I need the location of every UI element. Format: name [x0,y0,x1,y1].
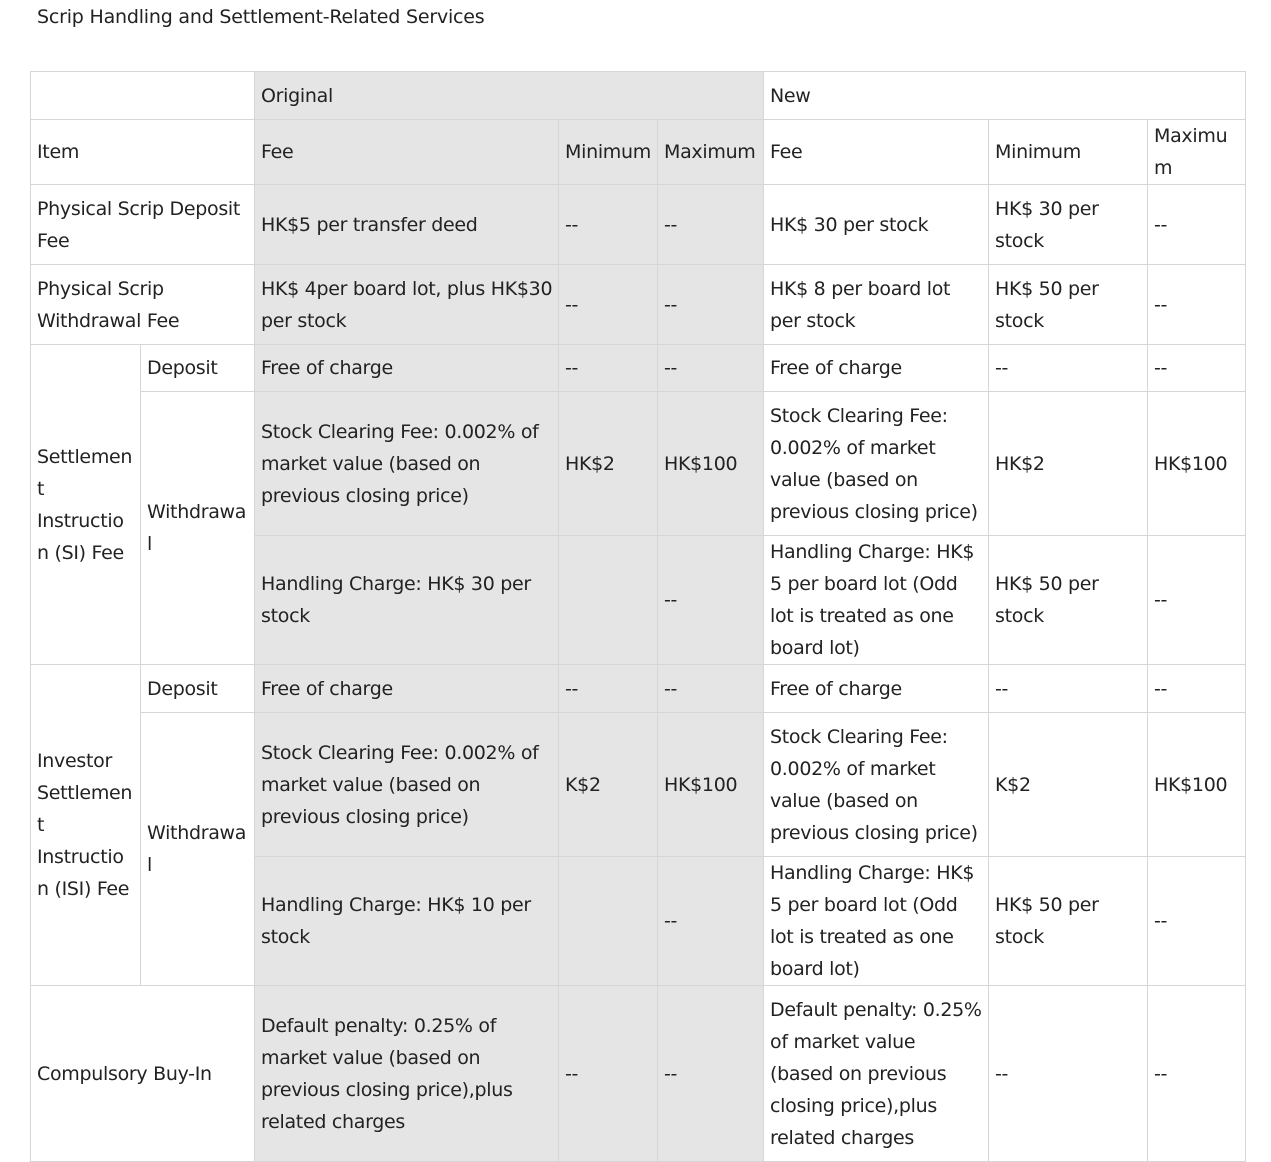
original-minimum-cell [559,536,658,665]
header-item: Item [31,120,255,185]
table-header-row [31,72,1246,120]
new-maximum-cell: -- [1148,536,1246,665]
page-title: Scrip Handling and Settlement-Related Services [37,6,485,28]
item-cell: Settlement Instruction (SI) Fee [31,345,141,665]
original-fee-cell: HK$ 4per board lot, plus HK$30 per stock [255,265,559,345]
sub-item-cell: Deposit [141,665,255,713]
header-original-maximum: Maximum [658,120,764,185]
new-maximum-cell: -- [1148,665,1246,713]
original-maximum-cell: -- [658,665,764,713]
sub-item-cell: Withdrawal [141,713,255,986]
new-fee-cell: Free of charge [764,345,989,392]
new-minimum-cell: K$2 [989,713,1148,857]
original-fee-cell: Free of charge [255,665,559,713]
table-subheader-row [31,120,1246,185]
original-maximum-cell: HK$100 [658,713,764,857]
table-row [31,345,1246,392]
new-maximum-cell: -- [1148,265,1246,345]
table-row [31,265,1246,345]
original-fee-cell: Stock Clearing Fee: 0.002% of market value (based on previous closing price) [255,713,559,857]
new-maximum-cell: -- [1148,345,1246,392]
original-minimum-cell [559,857,658,986]
original-fee-cell: Handling Charge: HK$ 30 per stock [255,536,559,665]
new-fee-cell: Stock Clearing Fee: 0.002% of market value (based on previous closing price) [764,392,989,536]
original-minimum-cell: -- [559,345,658,392]
original-fee-cell: Stock Clearing Fee: 0.002% of market value (based on previous closing price) [255,392,559,536]
new-minimum-cell: HK$ 50 per stock [989,536,1148,665]
sub-item-cell: Deposit [141,345,255,392]
header-original-minimum: Minimum [559,120,658,185]
item-cell: Compulsory Buy-In [31,986,255,1162]
original-fee-cell: HK$5 per transfer deed [255,185,559,265]
original-fee-cell: Default penalty: 0.25% of market value (based on previous closing price),plus related charges [255,986,559,1162]
new-fee-cell: Free of charge [764,665,989,713]
new-maximum-cell: HK$100 [1148,392,1246,536]
new-fee-cell: Handling Charge: HK$ 5 per board lot (Odd lot is treated as one board lot) [764,536,989,665]
new-maximum-cell: HK$100 [1148,713,1246,857]
new-fee-cell: Handling Charge: HK$ 5 per board lot (Odd lot is treated as one board lot) [764,857,989,986]
new-minimum-cell: -- [989,665,1148,713]
header-new: New [764,72,1246,120]
table-row [31,665,1246,713]
new-minimum-cell: HK$ 50 per stock [989,265,1148,345]
item-cell: Investor Settlement Instruction (ISI) Fee [31,665,141,986]
new-maximum-cell: -- [1148,857,1246,986]
new-minimum-cell: HK$ 50 per stock [989,857,1148,986]
new-fee-cell: HK$ 8 per board lot per stock [764,265,989,345]
header-original: Original [255,72,764,120]
header-original-fee: Fee [255,120,559,185]
new-maximum-cell: -- [1148,986,1246,1162]
header-new-minimum: Minimum [989,120,1148,185]
header-new-fee: Fee [764,120,989,185]
item-cell: Physical Scrip Withdrawal Fee [31,265,255,345]
new-maximum-cell: -- [1148,185,1246,265]
original-maximum-cell: -- [658,265,764,345]
original-maximum-cell: -- [658,986,764,1162]
original-minimum-cell: -- [559,665,658,713]
header-new-maximum: Maximum [1148,120,1246,185]
original-maximum-cell: -- [658,857,764,986]
original-minimum-cell: K$2 [559,713,658,857]
new-fee-cell: Stock Clearing Fee: 0.002% of market value (based on previous closing price) [764,713,989,857]
original-minimum-cell: -- [559,185,658,265]
table-row [31,713,1246,857]
new-fee-cell: HK$ 30 per stock [764,185,989,265]
new-minimum-cell: -- [989,345,1148,392]
header-blank-cell [31,72,255,120]
item-cell: Physical Scrip Deposit Fee [31,185,255,265]
fee-table [30,71,1246,1162]
new-minimum-cell: HK$2 [989,392,1148,536]
sub-item-cell: Withdrawal [141,392,255,665]
original-maximum-cell: HK$100 [658,392,764,536]
original-maximum-cell: -- [658,536,764,665]
original-maximum-cell: -- [658,345,764,392]
new-fee-cell: Default penalty: 0.25% of market value (based on previous closing price),plus related charges [764,986,989,1162]
original-minimum-cell: -- [559,986,658,1162]
new-minimum-cell: HK$ 30 per stock [989,185,1148,265]
table-row [31,392,1246,536]
original-fee-cell: Free of charge [255,345,559,392]
original-fee-cell: Handling Charge: HK$ 10 per stock [255,857,559,986]
table-row [31,185,1246,265]
table-row [31,986,1246,1162]
original-minimum-cell: -- [559,265,658,345]
new-minimum-cell: -- [989,986,1148,1162]
original-minimum-cell: HK$2 [559,392,658,536]
original-maximum-cell: -- [658,185,764,265]
